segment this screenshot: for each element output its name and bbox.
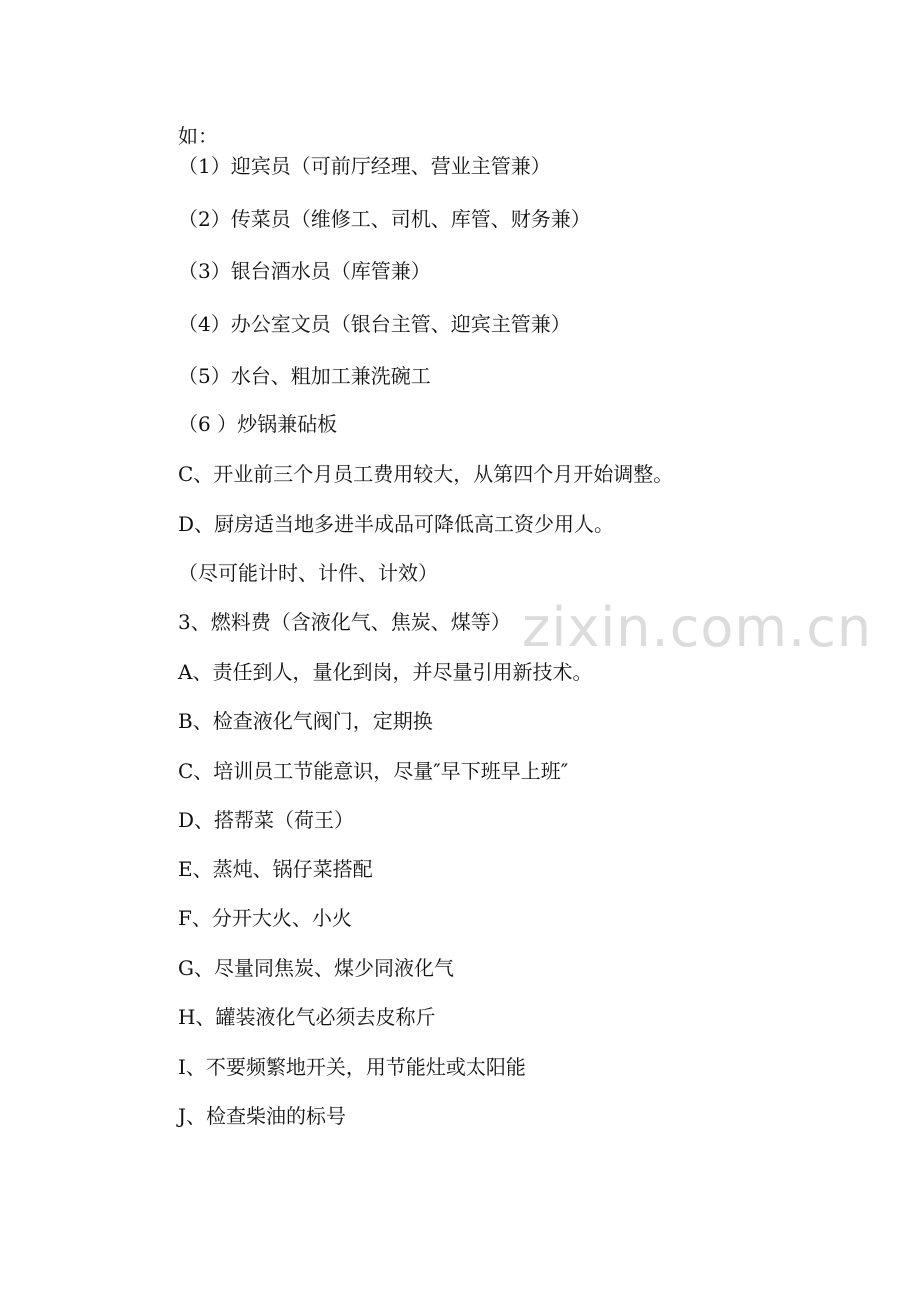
text-line-item-5: （5）水台、粗加工兼洗碗工: [178, 364, 431, 388]
watermark-text: zixin.com.cn: [522, 596, 873, 659]
text-line-a: A、责任到人，量化到岗，并尽量引用新技术。: [178, 660, 593, 684]
text-line-c-staff: C、开业前三个月员工费用较大，从第四个月开始调整。: [178, 462, 674, 486]
text-line-c: C、培训员工节能意识，尽量″早下班早上班″: [178, 759, 569, 783]
text-line-intro: 如：: [178, 124, 218, 148]
text-line-item-2: （2）传菜员（维修工、司机、库管、财务兼）: [178, 207, 591, 231]
text-line-i: I、不要频繁地开关，用节能灶或太阳能: [178, 1055, 526, 1079]
text-line-item-1: （1）迎宾员（可前厅经理、营业主管兼）: [178, 154, 551, 178]
text-line-d: D、搭帮菜（荷王）: [178, 808, 355, 832]
text-line-note: （尽可能计时、计件、计效）: [178, 561, 438, 585]
text-line-j: J、检查柴油的标号: [178, 1104, 347, 1128]
text-line-h: H、罐装液化气必须去皮称斤: [178, 1005, 436, 1029]
text-line-d-kitchen: D、厨房适当地多进半成品可降低高工资少用人。: [178, 512, 615, 536]
text-line-item-3: （3）银台酒水员（库管兼）: [178, 259, 431, 283]
text-line-item-4: （4）办公室文员（银台主管、迎宾主管兼）: [178, 312, 571, 336]
text-line-g: G、尽量同焦炭、煤少同液化气: [178, 956, 454, 980]
text-line-b: B、检查液化气阀门，定期换: [178, 709, 433, 733]
text-line-item-6: （6 ）炒锅兼砧板: [178, 412, 338, 436]
text-line-e: E、蒸炖、锅仔菜搭配: [178, 857, 373, 881]
text-line-f: F、分开大火、小火: [178, 906, 352, 930]
text-line-section-3: 3、燃料费（含液化气、焦炭、煤等）: [178, 610, 511, 634]
